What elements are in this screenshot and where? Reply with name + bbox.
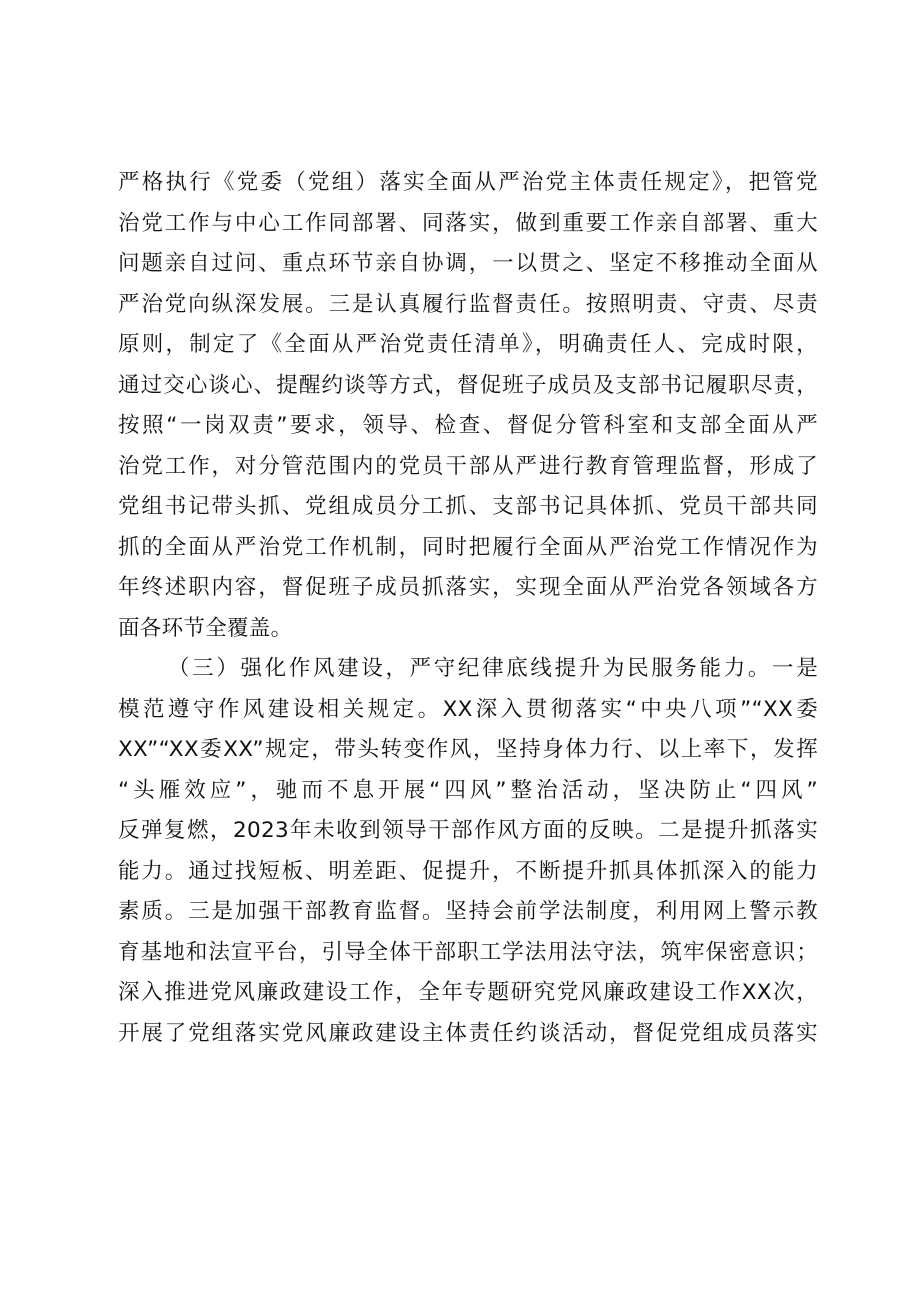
text-line: XX”“XX委XX”规定，带头转变作风，坚持身体力行、以上率下，发挥 — [118, 737, 818, 762]
text-line: 抓的全面从严治党工作机制，同时把履行全面从严治党工作情况作为 — [118, 534, 818, 560]
text-line: 育基地和法宣平台，引导全体干部职工学法用法守法，筑牢保密意识； — [118, 939, 818, 965]
text-line: 按照“一岗双责”要求，领导、检查、督促分管科室和支部全面从严 — [118, 413, 818, 438]
text-line: 党组书记带头抓、党组成员分工抓、支部书记具体抓、党员干部共同 — [118, 494, 818, 519]
text-line: 能力。通过找短板、明差距、促提升，不断提升抓具体抓深入的能力 — [118, 858, 818, 884]
body-text — [118, 163, 818, 1054]
text-line: 模范遵守作风建设相关规定。XX深入贯彻落实“中央八项”“XX委 — [118, 696, 818, 722]
text-line: 严格执行《党委（党组）落实全面从严治党主体责任规定》，把管党 — [118, 170, 818, 195]
text-line: “头雁效应”，驰而不息开展“四风”整治活动，坚决防止“四风” — [118, 777, 818, 803]
text-line: 深入推进党风廉政建设工作，全年专题研究党风廉政建设工作XX次， — [118, 980, 818, 1005]
section-heading-line: （三）强化作风建设，严守纪律底线提升为民服务能力。一是 — [168, 656, 818, 681]
paragraph-end-line: 面各环节全覆盖。 — [118, 615, 293, 641]
text-line: 严治党向纵深发展。三是认真履行监督责任。按照明责、守责、尽责 — [118, 291, 818, 317]
text-line: 问题亲自过问、重点环节亲自协调，一以贯之、坚定不移推动全面从 — [118, 251, 818, 276]
text-line: 反弹复燃，2023年未收到领导干部作风方面的反映。二是提升抓落实 — [118, 818, 818, 843]
text-line: 通过交心谈心、提醒约谈等方式，督促班子成员及支部书记履职尽责， — [118, 372, 818, 398]
text-line: 治党工作，对分管范围内的党员干部从严进行教育管理监督，形成了 — [118, 453, 818, 479]
text-line: 开展了党组落实党风廉政建设主体责任约谈活动，督促党组成员落实 — [118, 1020, 818, 1046]
text-line: 年终述职内容，督促班子成员抓落实，实现全面从严治党各领域各方 — [118, 575, 818, 600]
text-line: 治党工作与中心工作同部署、同落实，做到重要工作亲自部署、重大 — [118, 210, 818, 236]
text-line: 素质。三是加强干部教育监督。坚持会前学法制度，利用网上警示教 — [118, 899, 818, 924]
text-line: 原则，制定了《全面从严治党责任清单》，明确责任人、完成时限， — [118, 332, 818, 357]
